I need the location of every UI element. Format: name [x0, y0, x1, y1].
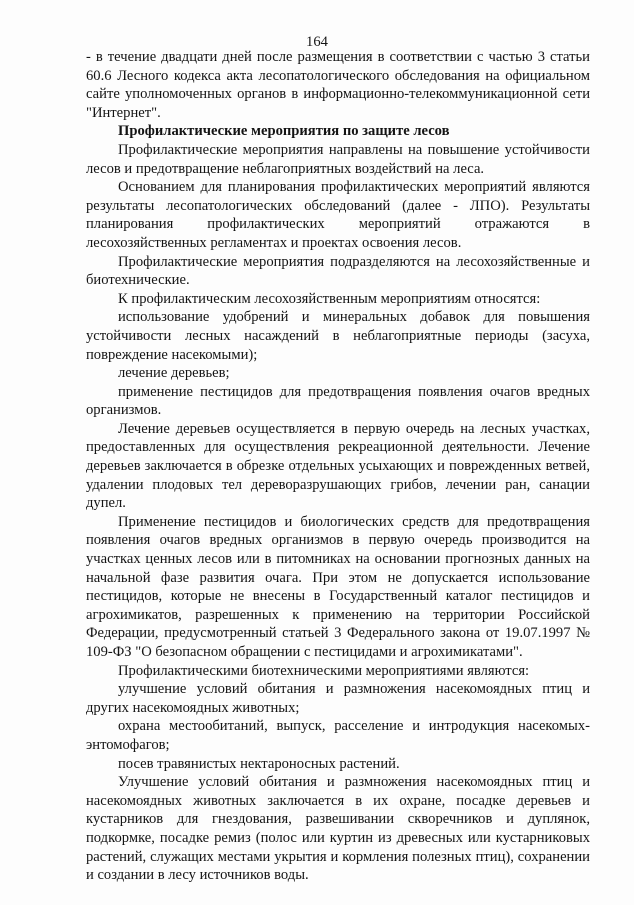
paragraph-1: Профилактические мероприятия направлены на повышение устойчивости лесов и предотвращение неблагоприятных воздействий на леса.	[86, 141, 590, 177]
list-item-entomophages: охрана местообитаний, выпуск, расселение и интродукция насекомых-энтомофагов;	[86, 718, 590, 753]
intro-paragraph: - в течение двадцати дней после размещения в соответствии с частью 3 статьи 60.6 Лесного кодекса акта лесопатологического обследования на официальном сайте уполномоченных органов в информационно-телекоммуникационной сети "Интернет".	[86, 49, 590, 121]
list-item-pesticides: применение пестицидов для предотвращения появления очагов вредных организмов.	[86, 383, 590, 419]
list-item-nectar-plants: посев травянистых нектароносных растений.	[118, 755, 400, 772]
page-number: 164	[306, 34, 328, 50]
paragraph-tree-treatment: Лечение деревьев осуществляется в первую очередь на лесных участках, предоставленных для осуществления рекреационной деятельности. Лечение деревьев заключается в обрезке отдельных усыхающих и поврежденных ветвей, удалении плодовых тел дереворазрушающих грибов, лечении ран, санации дупел.	[86, 420, 590, 512]
paragraph-pesticides: Применение пестицидов и биологических средств для предотвращения появления очагов вредных организмов в первую очередь производится на участках ценных лесов или в питомниках на основании прогнозных данных на начальной фазе развития очага. При этом не допускается использование пестицидов, которые не внесены в Государственный каталог пестицидов и агрохимикатов, разрешенных к применению на территории Российской Федерации, предусмотренный статьей 3 Федерального закона от 19.07.1997 № 109-ФЗ "О безопасном обращении с пестицидами и агрохимикатами".	[86, 513, 590, 660]
section-title: Профилактические мероприятия по защите лесов	[118, 123, 450, 140]
paragraph-2: Основанием для планирования профилактических мероприятий являются результаты лесопатологических обследований (далее - ЛПО). Результаты планирования профилактических мероприятий отражаются в лесохозяйственных регламентах и проектах освоения лесов.	[86, 179, 590, 251]
paragraph-4: К профилактическим лесохозяйственным мероприятиям относятся:	[118, 290, 541, 307]
list-item-fertilizers: использование удобрений и минеральных добавок для повышения устойчивости лесных насаждений в неблагоприятные периоды (засуха, повреждение насекомыми);	[86, 309, 590, 363]
paragraph-biotechnical: Профилактическими биотехническими мероприятиями являются:	[118, 662, 530, 679]
paragraph-birds-habitat: Улучшение условий обитания и размножения насекомоядных птиц и насекомоядных животных заключается в их охране, посадке деревьев и кустарников для гнездования, развешивании скворечников и дуплянок, подкормке, посадке ремиз (полос или куртин из древесных или кустарниковых растений, служащих местами укрытия и кормления полезных птиц), сохранении и создании в лесу источников воды.	[86, 774, 590, 884]
document-body	[86, 48, 590, 885]
list-item-tree-treatment: лечение деревьев;	[118, 365, 230, 382]
paragraph-3: Профилактические мероприятия подразделяются на лесохозяйственные и биотехнические.	[86, 253, 590, 289]
list-item-birds: улучшение условий обитания и размножения насекомоядных птиц и других насекомоядных животных;	[86, 681, 590, 716]
